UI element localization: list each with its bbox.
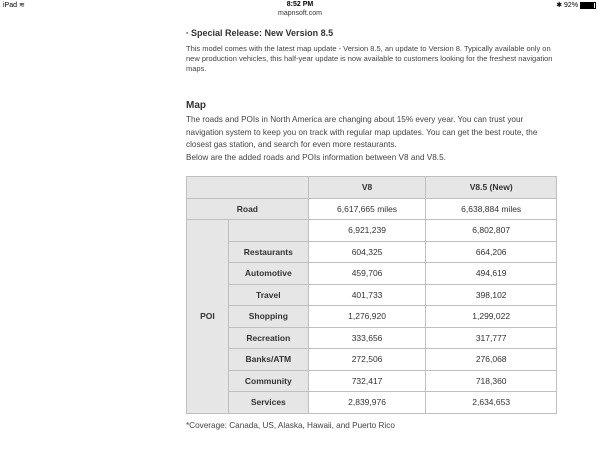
table-cell: 401,733 [308, 284, 426, 306]
table-cell: 276,068 [426, 349, 557, 371]
map-description: The roads and POIs in North America are changing about 15% every year. You can trust your navigation system to keep you on track with regular map updates. You can get the best route, the closest gas station, and search for even more restaurants. Below are the added roads and POIs information between V8 and V8.5. [186, 115, 538, 162]
row-label: Travel [228, 284, 308, 306]
table-cell: 494,619 [426, 263, 557, 285]
battery-icon [580, 2, 596, 9]
table-row [187, 370, 557, 392]
table-row [187, 349, 557, 371]
row-label: Community [228, 370, 308, 392]
table-cell: 6,617,665 miles [308, 198, 426, 220]
row-label: Shopping [228, 306, 308, 328]
table-row [187, 284, 557, 306]
table-row [187, 241, 557, 263]
table-cell: 732,417 [308, 370, 426, 392]
table-cell: 6,921,239 [308, 220, 426, 242]
table-cell: 272,506 [308, 349, 426, 371]
row-group-label: POI [187, 220, 229, 414]
table-header-row [187, 177, 557, 199]
row-label: Recreation [228, 327, 308, 349]
table-cell: 333,656 [308, 327, 426, 349]
table-cell: 2,634,653 [426, 392, 557, 414]
table-row [187, 198, 557, 220]
table-row [187, 220, 557, 242]
map-data-table [186, 176, 557, 414]
table-cell: 1,276,920 [308, 306, 426, 328]
table-cell: 317,777 [426, 327, 557, 349]
row-label: Road [187, 198, 309, 220]
table-row [187, 306, 557, 328]
table-cell: 718,360 [426, 370, 557, 392]
page-content [0, 20, 600, 450]
table-cell: 459,706 [308, 263, 426, 285]
release-title: ∙ Special Release: New Version 8.5 [186, 28, 334, 38]
wifi-icon: ≋ [18, 2, 25, 9]
clock: 8:52 PM [286, 1, 314, 8]
map-section-title: Map [186, 100, 206, 111]
table-cell: 604,325 [308, 241, 426, 263]
table-row [187, 392, 557, 414]
release-description: This model comes with the latest map update - Version 8.5, an update to Version 8. Typically available only on new production vehicles, this half-year update is now available to customers looking for the freshest navigation maps. [186, 44, 553, 73]
battery-status: ✱ 92% [556, 1, 596, 9]
address-bar[interactable]: mapnsoft.com [278, 10, 322, 17]
table-cell: 2,839,976 [308, 392, 426, 414]
table-row [187, 327, 557, 349]
table-cell: 6,638,884 miles [426, 198, 557, 220]
column-header: V8.5 (New) [426, 177, 557, 199]
column-header: V8 [308, 177, 426, 199]
coverage-note: *Coverage: Canada, US, Alaska, Hawaii, and Puerto Rico [186, 421, 395, 430]
bluetooth-icon: ✱ [556, 2, 563, 9]
row-label: Automotive [228, 263, 308, 285]
device-label: iPad ≋ [3, 2, 25, 9]
row-label: Services [228, 392, 308, 414]
row-label: Restaurants [228, 241, 308, 263]
table-cell: 1,299,022 [426, 306, 557, 328]
table-cell: 6,802,807 [426, 220, 557, 242]
table-row [187, 263, 557, 285]
table-cell: 664,206 [426, 241, 557, 263]
row-label: Banks/ATM [228, 349, 308, 371]
table-cell: 398,102 [426, 284, 557, 306]
